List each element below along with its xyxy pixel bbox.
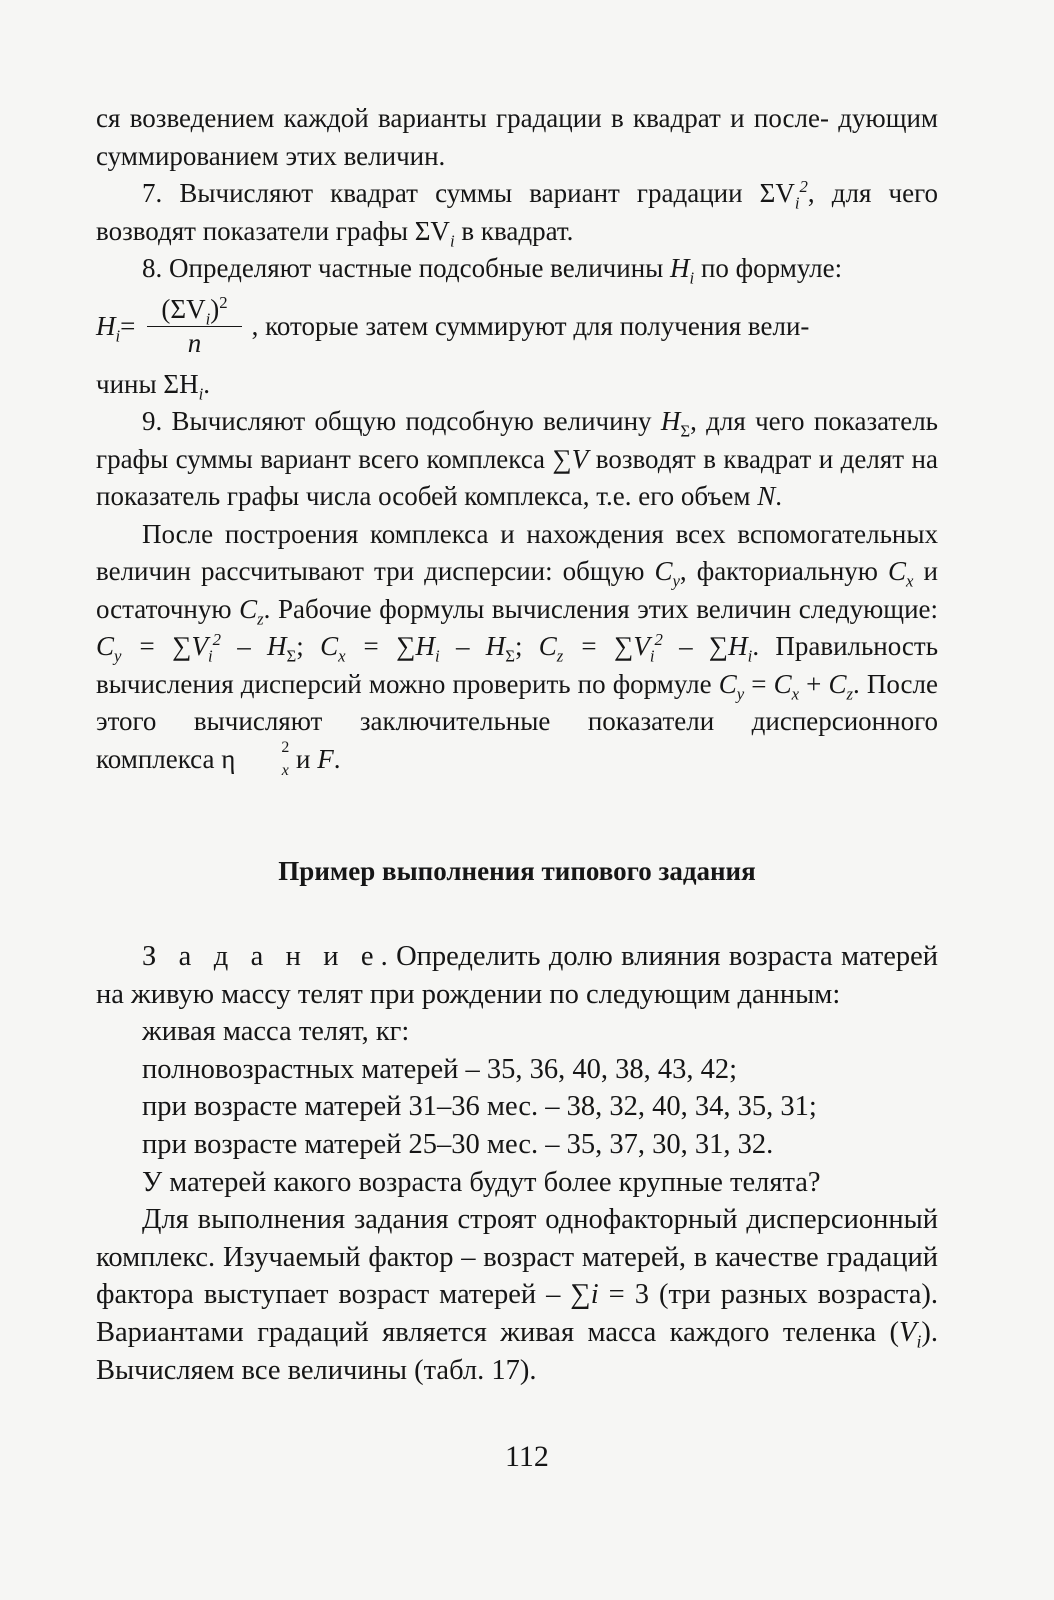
subscript: i [207,646,213,666]
solution-paragraph [96,1201,938,1389]
superscript: 2 [212,630,221,649]
math-var: i [590,1279,599,1311]
subscript: i [205,309,211,329]
fraction-denominator [188,327,202,359]
subscript: i [435,646,440,666]
paragraph-continuation [96,100,938,175]
text: 8. Определяют частные подсобные величины [142,253,671,283]
subscript: z [846,683,854,703]
text-line: дующим суммированием этих величин. [96,103,939,171]
text: чины ΣH [96,368,199,399]
superscript: 2 [219,293,228,312]
paragraph-item-7 [96,175,938,250]
math-var: H [660,406,681,436]
task-item: У матерей какого возраста будут более крупные телята? [142,1166,821,1198]
subscript: y [672,571,680,591]
math-var: C [888,556,907,586]
formula-part: – ∑H [662,631,748,661]
text: 9. Вычисляют общую подсобную величину [142,406,661,436]
text: . [203,368,210,399]
subscript: x [791,683,800,703]
formula-part: – H [439,631,506,661]
subscript: Σ [286,646,297,666]
subscript: i [198,383,204,403]
text: = [120,310,136,341]
math-var: C [538,631,557,661]
text: = 3 (три разных возраста). Вариантами градаций является живая масса каждого теленка ( [96,1279,938,1348]
paragraph-continuation [96,366,938,404]
math-var: C [96,631,115,661]
formula-part: = ∑V [563,631,650,661]
subscript: Σ [505,646,515,666]
text: ). Вычисляем все величины (табл. 17). [96,1316,938,1386]
formula-part: – H [221,631,287,661]
math-var: C [320,631,339,661]
math-var: H [96,310,116,341]
fraction [147,294,241,359]
text: 7. Вычисляют квадрат суммы вариант градации ΣV [142,178,795,208]
math-var: C [718,668,737,699]
page-number: 112 [505,1440,549,1473]
math-var: F [317,743,334,774]
formula-part: = ∑V [121,631,208,661]
text: , которые затем суммируют для получения вели- [251,310,810,341]
math-var: C [773,668,792,699]
text: . Определить долю влияния возраста матерей на живую массу телят при рождении по следующим данным: [96,941,938,1010]
math-var: n [187,328,202,358]
text: . [333,743,341,774]
section-heading: Пример выполнения типового задания [278,856,756,886]
superscript: 2 [799,177,808,196]
subscript: i [794,193,800,213]
text: в квадрат. [454,215,574,246]
subscript: x [338,646,346,666]
subscript: i [689,268,695,288]
subscript: y [114,646,122,666]
math-var: V [899,1316,917,1348]
superscript: 2 [654,630,663,649]
paragraph-dispersions [96,516,938,779]
subscript: i [449,230,455,250]
task-item: при возрасте матерей 31–36 мес. – 38, 32, 40, 34, 35, 31; [142,1091,817,1123]
text: возводят в квадрат и делят на показатель графы числа особей комплекса, т.е. его объем [96,443,938,511]
subscript: i [916,1331,922,1352]
subscript: i [649,646,655,666]
text: , для [807,178,872,208]
math-var: V [571,443,589,474]
text: и остаточную [96,556,938,624]
subscript: Σ [680,421,691,441]
text-block-task [96,938,938,1389]
text: Для выполнения задания строят однофакторный дисперсионный комплекс. Изучаемый фактор – возраст матерей, в качестве градаций фактора выступает возраст матерей – ∑ [96,1204,938,1311]
math-var: C [654,556,673,586]
paragraph-item-8 [96,250,938,288]
text: ) [210,294,220,324]
text: ; [515,631,539,661]
text: . Рабочие формулы вычисления этих величин следующие: [263,593,939,624]
task-item: при возрасте матерей 25–30 мес. – 35, 37, 30, 31, 32. [142,1128,774,1160]
task-label: З а д а н и е [142,941,381,972]
math-var: C [828,668,847,699]
subscript: i [747,646,753,666]
subscript: y [736,683,745,703]
fraction-numerator [147,294,241,327]
text: , для чего показатель графы суммы вариант всего комплекса ∑ [96,406,938,474]
text: + [799,668,829,699]
text: чего возводят показатели графы ΣV [96,178,939,246]
text: по формуле: [694,253,843,283]
task-item: живая масса телят, кг: [142,1016,410,1048]
text: , факториальную [679,556,889,586]
subscript: i [115,326,121,346]
eta-indices: 2 $_x$ [281,739,290,780]
task-item: полновозрастных матерей – 35, 36, 40, 38, 43, 42; [142,1053,738,1085]
formula-hi [96,288,938,366]
text: . Правильность вычисления дисперсий можно проверить по формуле [96,631,939,699]
subscript: z [556,646,564,666]
subscript: x [281,762,289,780]
paragraph-item-9 [96,403,938,516]
subscript: z [257,608,264,628]
math-var: η [221,743,236,774]
text: После построения комплекса и нахождения всех вспомогательных величин рассчитывают три дисперсии: общую [96,518,938,586]
text-block-top [96,100,938,778]
text: . После этого вычисляют заключительные показатели дисперсионного комплекса [96,668,938,774]
math-var: C [239,593,258,624]
math-var: H [670,253,690,283]
task-paragraph [96,938,938,1013]
text: ; [296,631,321,661]
formula-part: = ∑H [345,631,436,661]
text: (ΣV [161,294,206,324]
text: . [775,481,783,511]
text-line: ся возведением каждой варианты градации в квадрат и после- [96,103,829,133]
math-var: N [757,481,776,511]
text: = [744,668,774,699]
text: и [289,743,318,774]
subscript: x [906,571,914,591]
